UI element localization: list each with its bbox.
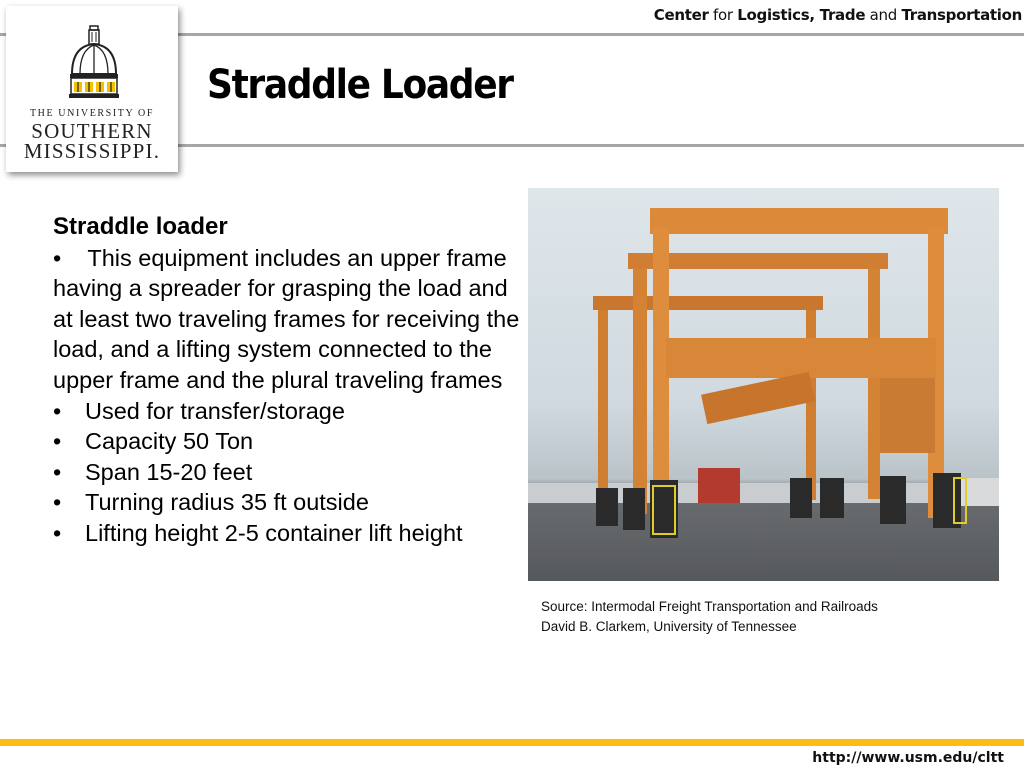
bullet-item (53, 487, 523, 518)
bullet-glyph: • (53, 428, 62, 455)
source-line-1: Source: Intermodal Freight Transportation and Railroads (541, 599, 878, 614)
straddle-loader-illustration (528, 188, 999, 581)
bullet-glyph: • (53, 489, 62, 516)
subheading: Straddle loader (53, 213, 228, 240)
bullet-glyph: • (53, 519, 62, 546)
bullet-item (53, 426, 523, 457)
org-word-logistics-trade: Logistics, Trade (737, 6, 866, 24)
university-logo (6, 6, 178, 172)
source-line-2: David B. Clarkem, University of Tennessee (541, 619, 797, 634)
intro-bullet (53, 243, 523, 396)
bullet-item (53, 457, 523, 488)
bullet-glyph: • (53, 458, 62, 485)
bullet-item (53, 396, 523, 427)
footer-accent-bar (0, 739, 1024, 746)
dome-icon (66, 24, 122, 104)
logo-text-mississippi: MISSISSIPPI. (23, 139, 161, 163)
logo-text-the-university-of: THE UNIVERSITY OF (29, 108, 155, 119)
slide-body (53, 212, 523, 549)
image-source-caption (541, 597, 878, 637)
org-word-center: Center (653, 6, 709, 24)
bullet-text: Lifting height 2-5 container lift height (85, 519, 463, 546)
bullet-item (53, 518, 523, 549)
page-title: Straddle Loader (207, 62, 513, 108)
org-word-transportation: Transportation (901, 6, 1022, 24)
bullet-glyph: • (53, 397, 62, 424)
bullet-glyph: • (53, 244, 62, 271)
org-word-for: for (708, 6, 738, 24)
straddle-loader-photo (528, 188, 999, 581)
bullet-text: Used for transfer/storage (85, 397, 345, 424)
logo-text-southern: SOUTHERN (31, 119, 153, 143)
intro-text: This equipment includes an upper frame having a spreader for grasping the load and at least two traveling frames for receiving the load, and a lifting system connected to the upper frame and the plural traveling frames (53, 244, 520, 393)
bullet-text: Span 15-20 feet (85, 458, 253, 485)
org-header (654, 6, 1022, 24)
org-word-and: and (865, 6, 902, 24)
bullet-text: Capacity 50 Ton (85, 428, 254, 455)
footer-url[interactable]: http://www.usm.edu/cltt (812, 750, 1004, 766)
bullet-text: Turning radius 35 ft outside (85, 489, 369, 516)
